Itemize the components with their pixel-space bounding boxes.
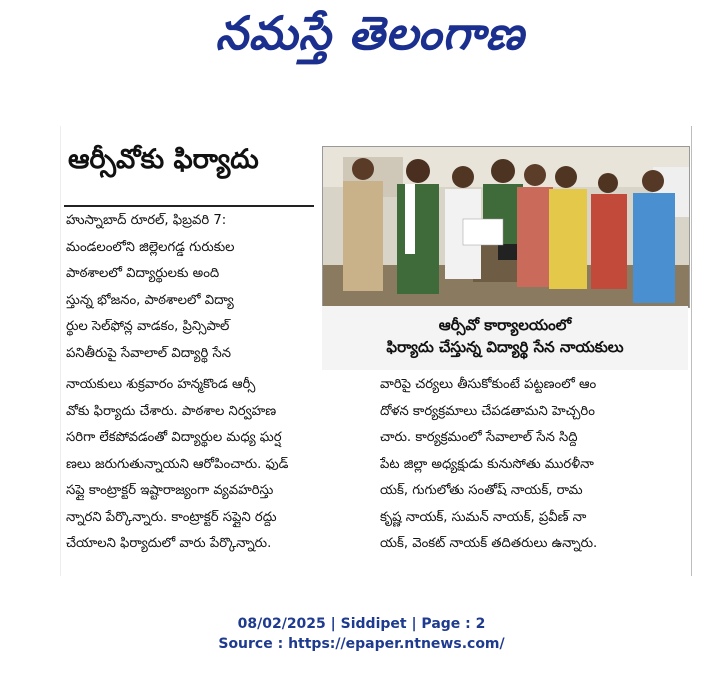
- masthead: [160, 6, 580, 72]
- masthead-title: నమస్తే తెలంగాణ: [215, 6, 525, 60]
- article-column-right: [380, 372, 690, 558]
- body-line: స్తున్న భోజనం, పాఠశాలలో విద్యా: [66, 292, 234, 308]
- news-photo: [322, 146, 690, 308]
- body-line: దోళన కార్యక్రమాలు చేపడతామని హెచ్చరిం: [380, 403, 595, 419]
- caption-line: ఫిర్యాదు చేస్తున్న విద్యార్థి సేన నాయకులు: [386, 338, 624, 356]
- headline-rule: [64, 205, 314, 207]
- article-column-left-top: [66, 208, 316, 367]
- body-line: ణలు జరుగుతున్నాయని ఆరోపించారు. ఫుడ్: [66, 456, 289, 472]
- body-line: చారు. కార్యక్రమంలో సేవాలాల్ సేన సిద్ది: [380, 430, 578, 445]
- body-line: యక్, వెంకట్ నాయక్ తదితరులు ఉన్నారు.: [380, 536, 598, 551]
- headline-text: ఆర్సీవోకు ఫిర్యాదు: [68, 144, 259, 175]
- body-line: హుస్నాబాద్ రూరల్, ఫిబ్రవరి 7:: [66, 213, 227, 228]
- caption-line: ఆర్సీవో కార్యాలయంలో: [438, 316, 572, 334]
- body-line: యక్, గుగులోతు సంతోష్ నాయక్, రామ: [380, 483, 583, 498]
- body-line: చేయాలని ఫిర్యాదులో వారు పేర్కొన్నారు.: [66, 536, 272, 551]
- body-line: నాయకులు శుక్రవారం హన్మకొండ ఆర్సీ: [66, 377, 256, 392]
- page-footer: [0, 614, 723, 654]
- body-line: న్నారని పేర్కొన్నారు. కాంట్రాక్టర్ సప్లైని రద్దు: [66, 509, 277, 525]
- body-line: కృష్ణ నాయక్, సుమన్ నాయక్, ప్రవీణ్ నా: [380, 509, 587, 525]
- footer-source-link[interactable]: Source : https://epaper.ntnews.com/: [218, 636, 505, 652]
- body-line: వారిపై చర్యలు తీసుకోకుంటే పట్టణంలో ఆం: [380, 377, 597, 392]
- article-headline: [68, 144, 318, 194]
- body-line: ర్థుల సెల్‌ఫోన్ల వాడకం, ప్రిన్సిపాల్: [66, 319, 230, 334]
- article-column-left-bottom: [66, 372, 371, 558]
- body-line: వోకు ఫిర్యాదు చేశారు. పాఠశాల నిర్వహణ: [66, 403, 277, 419]
- body-line: పనితీరుపై సేవాలాల్ విద్యార్థి సేన: [66, 345, 231, 361]
- photo-caption: [322, 306, 688, 370]
- news-photo-illustration: [323, 147, 689, 307]
- footer-date-line: 08/02/2025 | Siddipet | Page : 2: [237, 616, 486, 632]
- body-line: పేట జిల్లా అధ్యక్షుడు కునుసోతు మురళీనా: [380, 456, 594, 472]
- body-line: సరిగా లేకపోవడంతో విద్యార్థుల మధ్య ఘర్ష: [66, 430, 282, 445]
- body-line: సప్లై కాంట్రాక్టర్ ఇష్టారాజ్యంగా వ్యవహరిస్తు: [66, 483, 274, 498]
- body-line: మండలంలోని జిల్లెలగడ్డ గురుకుల: [66, 239, 235, 255]
- body-line: పాఠశాలలో విద్యార్థులకు అంది: [66, 266, 220, 281]
